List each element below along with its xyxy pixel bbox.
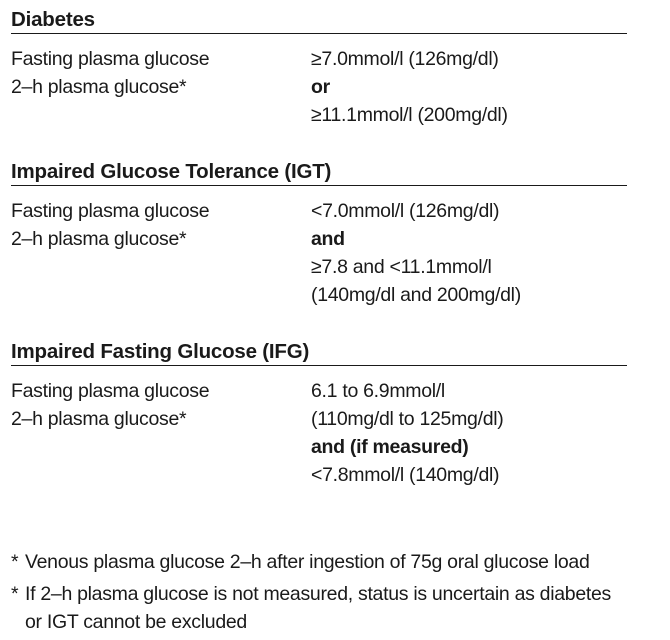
footnote: [11, 548, 666, 576]
criteria-rows: [11, 45, 627, 129]
criteria-row: [11, 225, 627, 253]
section-diabetes: [11, 6, 627, 129]
criteria-row: [11, 405, 627, 433]
criteria-row: [11, 281, 627, 309]
criteria-label: [11, 101, 311, 129]
footnote-line: If 2–h plasma glucose is not measured, status is uncertain as diabetes: [25, 583, 612, 605]
section-title: Diabetes: [11, 6, 627, 34]
criteria-row: [11, 197, 627, 225]
criteria-row: [11, 45, 627, 73]
section-title: Impaired Glucose Tolerance (IGT): [11, 158, 627, 186]
criteria-label: Fasting plasma glucose: [11, 48, 210, 70]
section-igt: [11, 158, 627, 309]
criteria-connector: and (if measured): [311, 436, 469, 458]
footnote-marker: *: [11, 551, 19, 573]
criteria-label: 2–h plasma glucose*: [11, 408, 187, 430]
criteria-label: [11, 461, 311, 489]
criteria-rows: [11, 377, 627, 489]
criteria-label: [11, 253, 311, 281]
section-ifg: [11, 338, 627, 489]
criteria-value: (140mg/dl and 200mg/dl): [311, 284, 521, 306]
criteria-connector: or: [311, 76, 330, 98]
criteria-label: [11, 281, 311, 309]
criteria-label: 2–h plasma glucose*: [11, 228, 187, 250]
criteria-label: Fasting plasma glucose: [11, 200, 210, 222]
criteria-document: [11, 6, 627, 489]
criteria-row: [11, 433, 627, 461]
footnote-line: Venous plasma glucose 2–h after ingestion of 75g oral glucose load: [25, 551, 590, 573]
criteria-row: [11, 461, 627, 489]
criteria-row: [11, 73, 627, 101]
criteria-label: Fasting plasma glucose: [11, 380, 210, 402]
criteria-row: [11, 101, 627, 129]
criteria-row: [11, 253, 627, 281]
footnotes: [11, 548, 666, 636]
criteria-value: ≥11.1mmol/l (200mg/dl): [311, 104, 508, 126]
footnote-marker: *: [11, 583, 19, 605]
criteria-value: ≥7.8 and <11.1mmol/l: [311, 256, 492, 278]
footnote: [11, 580, 666, 636]
criteria-value: <7.8mmol/l (140mg/dl): [311, 464, 500, 486]
criteria-value: (110mg/dl to 125mg/dl): [311, 408, 504, 430]
section-title: Impaired Fasting Glucose (IFG): [11, 338, 627, 366]
footnote-text: [25, 580, 611, 636]
criteria-row: [11, 377, 627, 405]
criteria-connector: and: [311, 228, 345, 250]
criteria-label: [11, 433, 311, 461]
criteria-value: 6.1 to 6.9mmol/l: [311, 380, 445, 402]
criteria-value: <7.0mmol/l (126mg/dl): [311, 200, 500, 222]
footnote-line: or IGT cannot be excluded: [25, 611, 247, 633]
criteria-label: 2–h plasma glucose*: [11, 76, 187, 98]
criteria-rows: [11, 197, 627, 309]
footnote-text: [25, 548, 590, 576]
criteria-value: ≥7.0mmol/l (126mg/dl): [311, 48, 499, 70]
